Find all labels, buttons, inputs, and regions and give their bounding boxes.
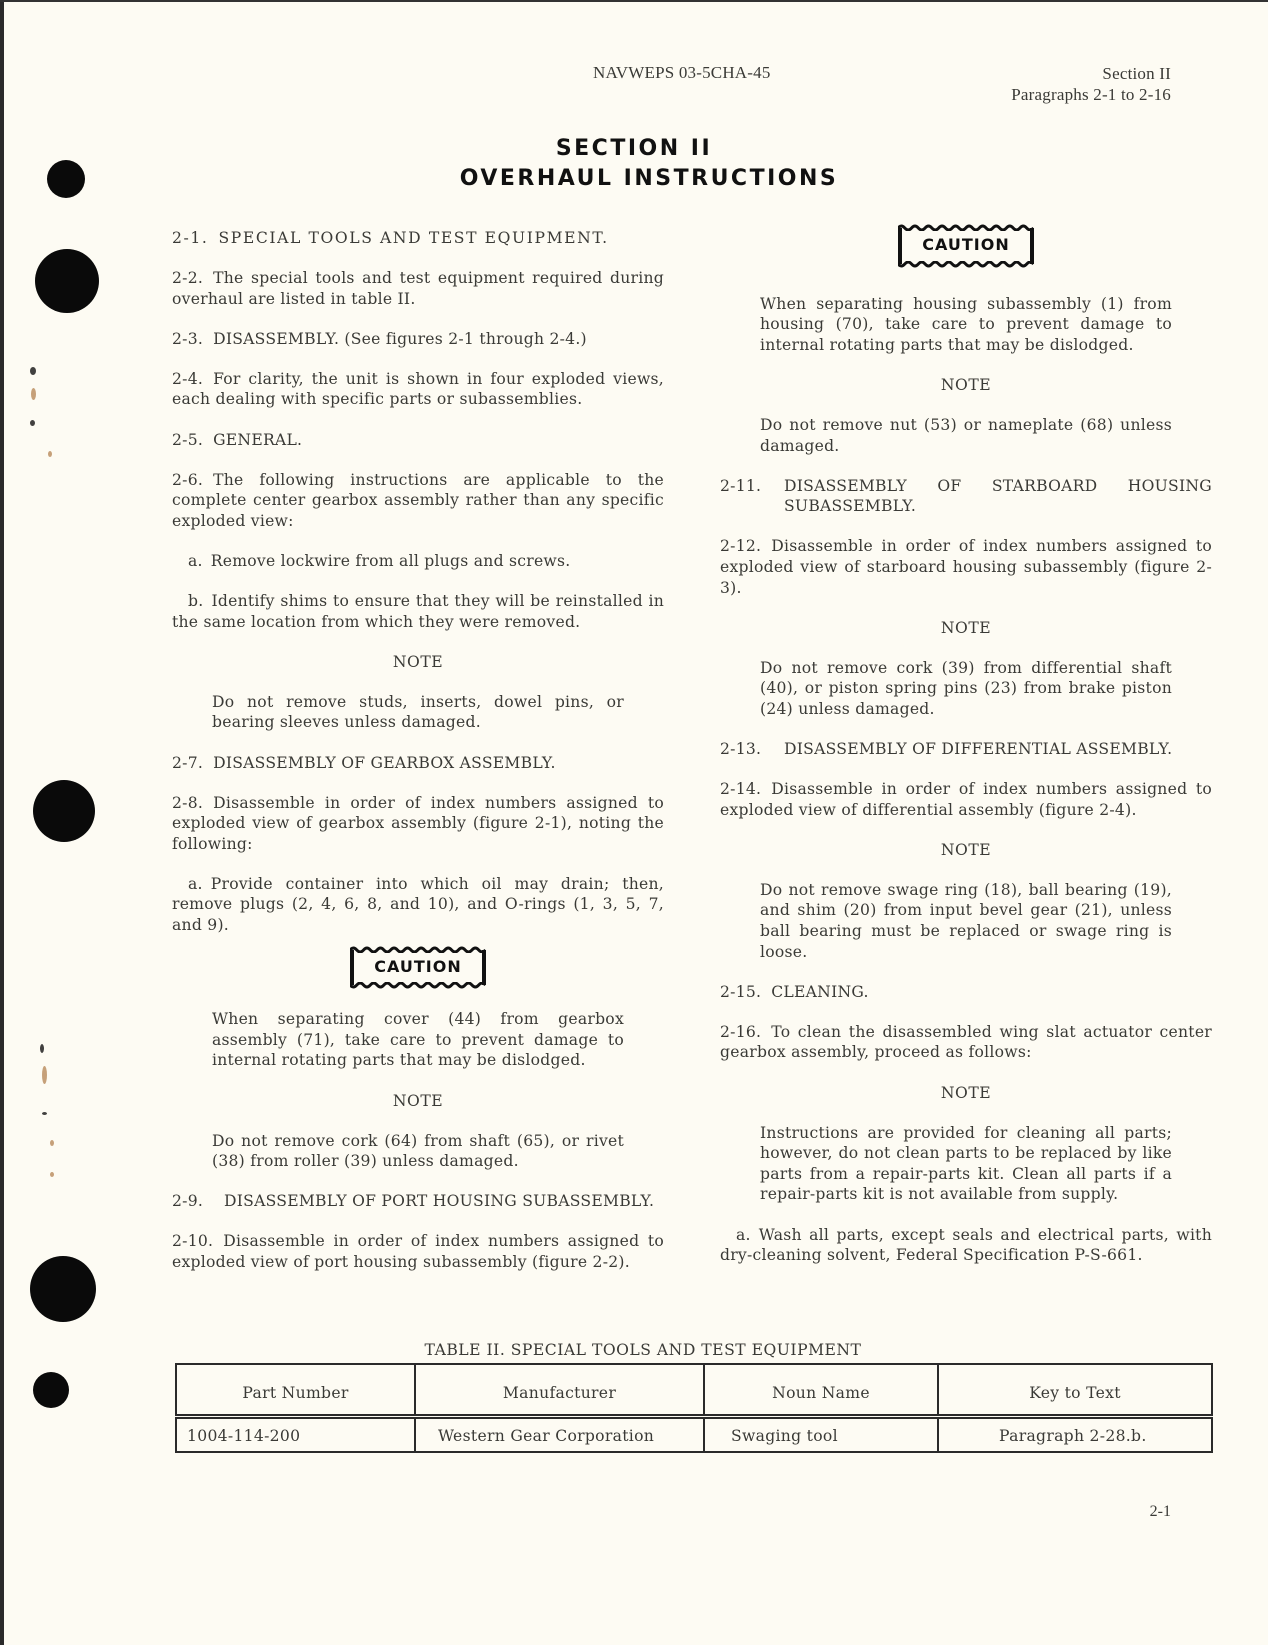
paragraph-2-15 — [720, 982, 1212, 1003]
paragraph-2-14 — [720, 779, 1212, 820]
paragraph-text: Disassemble in order of index numbers assigned to exploded view of differential assembly (figure 2-4). — [720, 780, 1212, 819]
table-row — [176, 1417, 1212, 1453]
section-title-line1: SECTION II — [555, 136, 713, 161]
wavy-border-icon — [898, 261, 1033, 268]
subparagraph-letter: a. — [188, 874, 203, 893]
paragraph-text: To clean the disassembled wing slat actuator center gearbox assembly, proceed as follows: — [720, 1022, 1212, 1062]
speck — [50, 1172, 54, 1177]
paragraph-2-8-a — [172, 874, 664, 936]
cell-key-to-text: Paragraph 2-28.b. — [938, 1417, 1212, 1453]
column-header: Manufacturer — [415, 1364, 704, 1417]
caution-text: When separating cover (44) from gearbox assembly (71), take care to prevent damage to internal rotating parts that may be dislodged. — [212, 1010, 624, 1070]
cell-part-number: 1004-114-200 — [176, 1417, 415, 1453]
paragraph-2-6-a — [172, 551, 664, 572]
paragraph-2-7 — [172, 753, 664, 774]
paragraph-number: 2-12. — [720, 537, 762, 556]
paragraph-2-6-b — [172, 591, 664, 632]
paragraph-text: The following instructions are applicable to the complete center gearbox assembly rather than any specific exploded view: — [172, 470, 664, 530]
paragraph-heading: DISASSEMBLY OF DIFFERENTIAL ASSEMBLY. — [784, 740, 1173, 758]
note-label: NOTE — [940, 618, 992, 637]
note-text: Do not remove studs, inserts, dowel pins, or bearing sleeves unless damaged. — [212, 692, 624, 732]
running-header-right — [1011, 63, 1171, 105]
paragraph-number: 2-10. — [172, 1232, 214, 1251]
paragraph-text: Disassemble in order of index numbers assigned to exploded view of port housing subassembly (figure 2-2). — [172, 1232, 664, 1271]
paragraph-text: DISASSEMBLY. (See figures 2-1 through 2-4.) — [213, 329, 587, 348]
punch-hole — [30, 1256, 96, 1322]
paragraph-number: 2-2. — [172, 269, 204, 288]
cell-noun-name: Swaging tool — [704, 1417, 938, 1453]
paragraph-heading: CLEANING. — [771, 982, 869, 1001]
paragraph-2-16-a — [720, 1225, 1212, 1266]
paragraph-number: 2-14. — [720, 780, 762, 799]
left-column — [172, 228, 664, 1292]
caution-text: When separating housing subassembly (1) from housing (70), take care to prevent damage to internal rotating parts that may be dislodged. — [760, 294, 1172, 354]
page-number: 2-1 — [1149, 1503, 1171, 1520]
paragraph-number: 2-8. — [172, 793, 204, 812]
paragraph-text: Remove lockwire from all plugs and screws. — [210, 551, 571, 570]
speck — [50, 1140, 54, 1146]
punch-hole — [33, 780, 95, 842]
paragraph-2-1 — [172, 228, 664, 249]
paragraph-number: 2-7. — [172, 753, 204, 772]
paragraph-number: 2-6. — [172, 470, 204, 489]
paragraph-text: Wash all parts, except seals and electrical parts, with dry-cleaning solvent, Federal Specification P-S-661. — [720, 1225, 1212, 1265]
subparagraph-letter: a. — [188, 551, 203, 570]
wavy-border-icon — [350, 982, 485, 989]
paragraph-2-6 — [172, 470, 664, 532]
caution-label — [898, 228, 1033, 264]
caution-box — [720, 228, 1212, 264]
paragraph-text: Disassemble in order of index numbers assigned to exploded view of gearbox assembly (figure 2-1), noting the following: — [172, 793, 664, 853]
paragraph-2-4 — [172, 369, 664, 410]
punch-hole — [33, 1372, 69, 1408]
paragraph-2-8 — [172, 793, 664, 855]
caution-text-label: CAUTION — [922, 235, 1010, 254]
paragraph-2-2 — [172, 268, 664, 309]
caution-box — [172, 950, 664, 986]
paragraph-number: 2-5. — [172, 430, 204, 449]
paragraph-2-10 — [172, 1231, 664, 1272]
wavy-border-icon — [350, 946, 485, 953]
paragraph-number: 2-1. — [172, 229, 209, 247]
note-text: Do not remove cork (39) from differential shaft (40), or piston spring pins (23) from brake piston (24) unless damaged. — [760, 658, 1172, 718]
page-top-edge — [0, 0, 1268, 2]
column-header: Key to Text — [938, 1364, 1212, 1417]
paragraph-heading: DISASSEMBLY OF PORT HOUSING SUBASSEMBLY. — [224, 1192, 655, 1211]
page-edge — [0, 0, 4, 1645]
paragraph-text: For clarity, the unit is shown in four exploded views, each dealing with specific parts or subassemblies. — [172, 369, 664, 409]
column-header: Noun Name — [704, 1364, 938, 1417]
paragraph-2-3 — [172, 329, 664, 350]
wavy-border-icon — [898, 224, 1033, 231]
section-label: Section II — [1102, 64, 1171, 83]
paragraph-2-13 — [720, 739, 1212, 760]
note-text: Do not remove nut (53) or nameplate (68) unless damaged. — [760, 415, 1172, 455]
paragraph-2-9 — [172, 1191, 664, 1212]
paragraph-2-5 — [172, 430, 664, 451]
note-label: NOTE — [392, 1091, 444, 1110]
note-text: Do not remove swage ring (18), ball bearing (19), and shim (20) from input bevel gear (21), unless ball bearing must be replaced or swage ring is loose. — [760, 880, 1172, 961]
speck — [31, 388, 36, 400]
paragraph-range: Paragraphs 2-1 to 2-16 — [1011, 85, 1171, 104]
right-column — [720, 220, 1212, 1285]
punch-hole — [35, 249, 99, 313]
speck — [42, 1066, 47, 1084]
paragraph-2-16 — [720, 1022, 1212, 1063]
paragraph-2-11 — [720, 476, 1212, 517]
doc-number: NAVWEPS 03-5CHA-45 — [593, 63, 771, 82]
paragraph-number: 2-13. — [720, 740, 762, 758]
special-tools-table — [175, 1363, 1213, 1453]
speck — [30, 420, 35, 426]
paragraph-text: Disassemble in order of index numbers assigned to exploded view of starboard housing subassembly (figure 2-3). — [720, 537, 1212, 597]
note-text: Do not remove cork (64) from shaft (65), or rivet (38) from roller (39) unless damaged. — [212, 1131, 624, 1171]
note-label: NOTE — [940, 1083, 992, 1102]
section-title-line2: OVERHAUL INSTRUCTIONS — [459, 166, 839, 191]
table-header-row — [176, 1364, 1212, 1417]
speck — [40, 1044, 44, 1053]
cell-manufacturer: Western Gear Corporation — [415, 1417, 704, 1453]
paragraph-heading: GENERAL. — [213, 430, 303, 449]
note-text: Instructions are provided for cleaning all parts; however, do not clean parts to be replaced by like parts from a repair-parts kit. Clean all parts if a repair-parts kit is not available from supply. — [760, 1123, 1172, 1204]
note-label: NOTE — [940, 840, 992, 859]
paragraph-number: 2-3. — [172, 329, 204, 348]
section-title — [0, 134, 1268, 194]
paragraph-number: 2-15. — [720, 982, 762, 1001]
paragraph-number: 2-4. — [172, 369, 204, 388]
speck — [42, 1112, 47, 1115]
paragraph-heading: SPECIAL TOOLS AND TEST EQUIPMENT. — [218, 229, 609, 247]
speck — [48, 451, 52, 457]
paragraph-heading: DISASSEMBLY OF GEARBOX ASSEMBLY. — [213, 753, 556, 772]
speck — [30, 367, 36, 375]
subparagraph-letter: b. — [188, 592, 204, 611]
paragraph-text: Provide container into which oil may drain; then, remove plugs (2, 4, 6, 8, and 10), and O-rings (1, 3, 5, 7, and 9). — [172, 874, 664, 935]
caution-label — [350, 950, 485, 986]
table-title: TABLE II. SPECIAL TOOLS AND TEST EQUIPMENT — [424, 1341, 862, 1359]
paragraph-number: 2-16. — [720, 1022, 762, 1041]
column-header: Part Number — [176, 1364, 415, 1417]
subparagraph-letter: a. — [736, 1225, 751, 1244]
paragraph-number: 2-9. — [172, 1192, 204, 1211]
paragraph-heading: DISASSEMBLY OF STARBOARD HOUSING SUBASSEMBLY. — [784, 476, 1212, 516]
note-label: NOTE — [940, 375, 992, 394]
note-label: NOTE — [392, 652, 444, 671]
caution-text-label: CAUTION — [374, 956, 462, 976]
paragraph-number: 2-11. — [720, 476, 762, 495]
paragraph-2-12 — [720, 536, 1212, 598]
paragraph-text: Identify shims to ensure that they will be reinstalled in the same location from which they were removed. — [172, 592, 664, 631]
paragraph-text: The special tools and test equipment required during overhaul are listed in table II. — [172, 269, 664, 308]
